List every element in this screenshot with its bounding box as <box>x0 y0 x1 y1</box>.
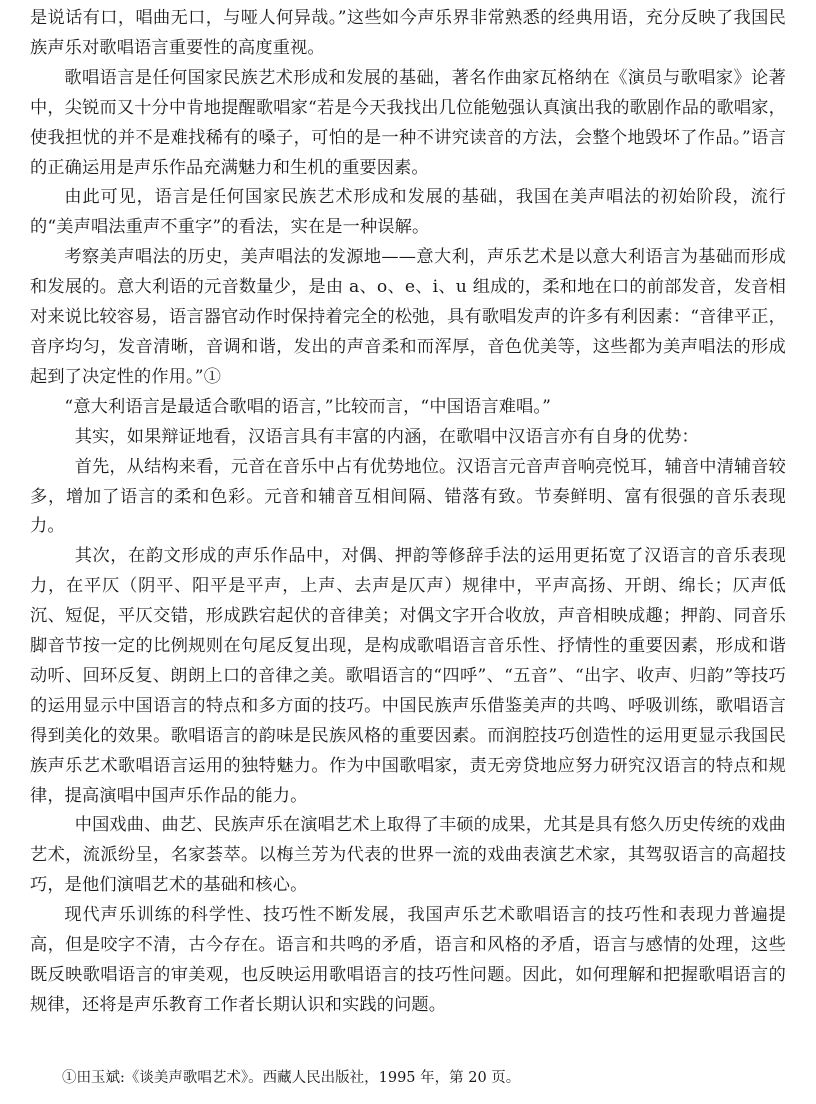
paragraph-misunderstanding: 由此可见，语言是任何国家民族艺术形成和发展的基础，我国在美声唱法的初始阶段，流行的“美声唱法重声不重字”的看法，实在是一种误解。 <box>30 187 786 238</box>
paragraph-dialectic: 其实，如果辩证地看，汉语言具有丰富的内涵，在歌唱中汉语言亦有自身的优势： <box>74 426 699 447</box>
paragraph-opera: 中国戏曲、曲艺、民族声乐在演唱艺术上取得了丰硕的成果，尤其是具有悠久历史传统的戏曲艺术，流派纷呈，名家荟萃。以梅兰芳为代表的世界一流的戏曲表演艺术家，其驾驭语言的高超技巧，是他们演唱艺术的基础和核心。 <box>30 815 786 896</box>
paragraph-modern-training: 现代声乐训练的科学性、技巧性不断发展，我国声乐艺术歌唱语言的技巧性和表现力普遍提高，但是咬字不清，古今存在。语言和共鸣的矛盾，语言和风格的矛盾，语言与感情的处理，这些既反映歌唱语言的审美观，也反映运用歌唱语言的技巧性问题。因此，如何理解和把握歌唱语言的规律，还将是声乐教育工作者长期认识和实践的问题。 <box>30 905 786 1015</box>
paragraph-first: 首先，从结构来看，元音在音乐中占有优势地位。汉语言元音声音响亮悦耳，辅音中清辅音较多，增加了语言的柔和色彩。元音和辅音互相间隔、错落有致。节奏鲜明、富有很强的音乐表现力。 <box>30 456 786 537</box>
footnote: ①田玉斌:《谈美声歌唱艺术》。西藏人民出版社，1995 年，第 20 页。 <box>62 1070 521 1086</box>
body-text <box>30 4 786 1021</box>
paragraph-wagner: 歌唱语言是任何国家民族艺术形成和发展的基础，著名作曲家瓦格纳在《演员与歌唱家》论著中，尖锐而又十分中肯地提醒歌唱家“若是今天我找出几位能勉强认真演出我的歌剧作品的歌唱家，使我担忧的并不是难找稀有的嗓子，可怕的是一种不讲究读音的方法，会整个地毁坏了作品。”语言的正确运用是声乐作品充满魅力和生机的重要因素。 <box>30 67 786 178</box>
paragraph-italian-origin: 考察美声唱法的历史，美声唱法的发源地——意大利，声乐艺术是以意大利语言为基础而形成和发展的。意大利语的元音数量少，是由 a、o、e、i、u 组成的，柔和地在口的前部发音，发音相对来说比较容易，语言器官动作时保持着完全的松弛，具有歌唱发声的许多有利因素：“音律平正，音序均匀，发音清晰，音调和谐，发出的声音柔和而浑厚，音色优美等，这些都为美声唱法的形成起到了决定性的作用。”① <box>30 247 786 387</box>
paragraph-continued: 是说话有口，唱曲无口，与哑人何异哉。”这些如今声乐界非常熟悉的经典用语，充分反映了我国民族声乐对歌唱语言重要性的高度重视。 <box>30 8 786 58</box>
paragraph-quote: “意大利语言是最适合歌唱的语言，”比较而言，“中国语言难唱。” <box>64 396 552 417</box>
paragraph-second: 其次，在韵文形成的声乐作品中，对偶、押韵等修辞手法的运用更拓宽了汉语言的音乐表现力，在平仄（阴平、阳平是平声，上声、去声是仄声）规律中，平声高扬、开朗、绵长；仄声低沉、短促，平仄交错，形成跌宕起伏的音律美；对偶文字开合收放，声音相映成趣；押韵、同音乐脚音节按一定的比例规则在句尾反复出现，是构成歌唱语言音乐性、抒情性的重要因素，形成和谐动听、回环反复、朗朗上口的音律之美。歌唱语言的“四呼”、“五音”、“出字、收声、归韵”等技巧的运用显示中国语言的特点和多方面的技巧。中国民族声乐借鉴美声的共鸣、呼吸训练，歌唱语言得到美化的效果。歌唱语言的韵味是民族风格的重要因素。而润腔技巧创造性的运用更显示我国民族声乐艺术歌唱语言运用的独特魅力。作为中国歌唱家，责无旁贷地应努力研究汉语言的特点和规律，提高演唱中国声乐作品的能力。 <box>30 546 786 806</box>
